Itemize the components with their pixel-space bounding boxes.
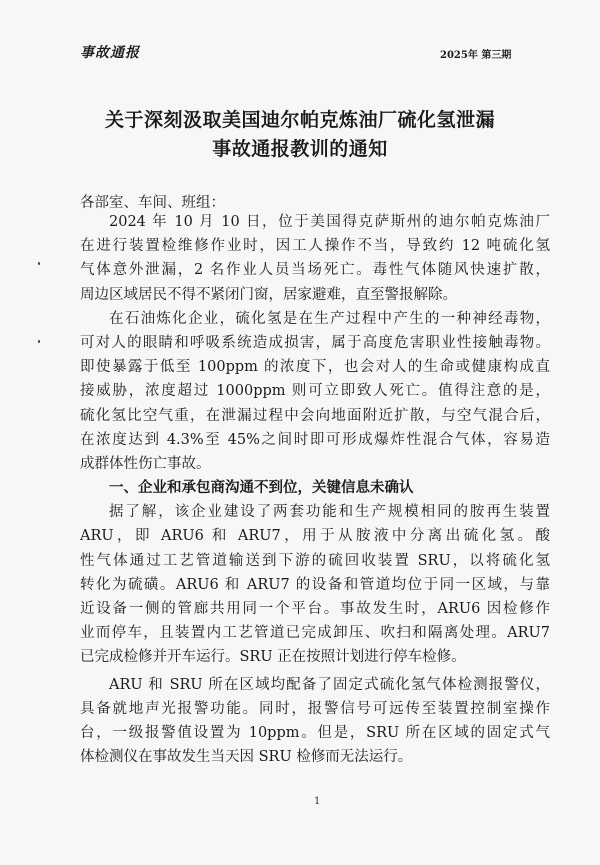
- paragraph-line: 气体意外泄漏，2 名作业人员当场死亡。毒性气体随风快速扩散，: [80, 262, 550, 279]
- journal-name: 事故通报: [80, 45, 140, 61]
- document-body: [80, 210, 550, 769]
- paragraph-line: 在浓度达到 4.3%至 45%之间时即可形成爆炸性混合气体，容易造: [80, 431, 550, 448]
- paragraph-line: 2024 年 10 月 10 日，位于美国得克萨斯州的迪尔帕克炼油厂: [109, 214, 550, 230]
- paragraph-line: 台，一级报警值设置为 10ppm。但是，SRU 所在区域的固定式气: [80, 724, 550, 741]
- paragraph-line: 在石油炼化企业，硫化氢是在生产过程中产生的一种神经毒物，: [109, 310, 550, 327]
- paragraph-line: 在进行装置检维修作业时，因工人操作不当，导致约 12 吨硫化氢: [80, 238, 550, 255]
- paragraph-line: 成群体性伤亡事故。: [80, 455, 211, 472]
- title-line-2: 事故通报教训的通知: [212, 138, 388, 160]
- paragraph-line: 硫化氢比空气重，在泄漏过程中会向地面附近扩散，与空气混合后，: [80, 407, 550, 424]
- paragraph-line: 接威胁，浓度超过 1000ppm 则可立即致人死亡。值得注意的是，: [80, 383, 550, 400]
- scan-speck: [38, 262, 40, 265]
- paragraph-line: 可对人的眼睛和呼吸系统造成损害，属于高度危害职业性接触毒物。: [80, 334, 550, 351]
- salutation: 各部室、车间、班组：: [80, 195, 225, 211]
- paragraph-line: ARU，即 ARU6 和 ARU7，用于从胺液中分离出硫化氢。酸: [80, 528, 550, 545]
- issue-number: 2025年 第三期: [440, 50, 512, 61]
- paragraph-line: 体检测仪在事故发生当天因 SRU 检修而无法运行。: [80, 749, 413, 766]
- paragraph-line: 已完成检修并开车运行。SRU 正在按照计划进行停车检修。: [80, 649, 466, 666]
- title-line-1: 关于深刻汲取美国迪尔帕克炼油厂硫化氢泄漏: [104, 109, 495, 131]
- scan-speck: [38, 340, 40, 343]
- paragraph-line: 据了解，该企业建设了两套功能和生产规模相同的胺再生装置: [109, 504, 550, 521]
- section-heading: 一、企业和承包商沟通不到位，关键信息未确认: [109, 479, 414, 497]
- paragraph-line: ARU 和 SRU 所在区域均配备了固定式硫化氢气体检测报警仪，: [109, 676, 550, 693]
- paragraph-line: 转化为硫磺。ARU6 和 ARU7 的设备和管道均位于同一区域，与靠: [80, 576, 550, 593]
- paragraph-line: 近设备一侧的管廊共用同一个平台。事故发生时，ARU6 因检修作: [80, 601, 550, 617]
- paragraph-line: 业而停车，且装置内工艺管道已完成卸压、吹扫和隔离处理。ARU7: [80, 625, 550, 642]
- paragraph-line: 具备就地声光报警功能。同时，报警信号可远传至装置控制室操作: [80, 700, 550, 717]
- paragraph-line: 周边区域居民不得不紧闭门窗，居家避难，直至警报解除。: [80, 286, 457, 303]
- paragraph-line: 性气体通过工艺管道输送到下游的硫回收装置 SRU，以将硫化氢: [80, 552, 550, 569]
- page-number: 1: [314, 796, 321, 807]
- paragraph-line: 即使暴露于低至 100ppm 的浓度下，也会对人的生命或健康构成直: [80, 359, 550, 376]
